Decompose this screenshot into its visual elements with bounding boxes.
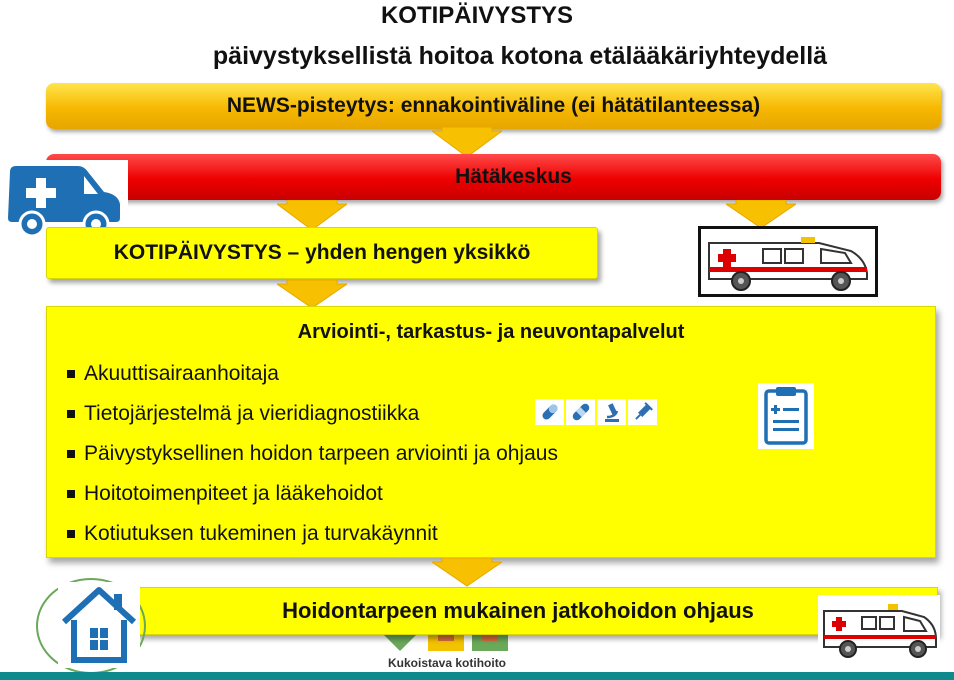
house-icon bbox=[58, 582, 140, 668]
ambulance-icon bbox=[818, 595, 940, 661]
bullet-square-icon bbox=[67, 450, 75, 458]
list-item: Kotiutuksen tukeminen ja turvakäynnit bbox=[67, 519, 558, 559]
capsule-icon bbox=[535, 399, 564, 425]
microscope-icon bbox=[597, 399, 626, 425]
footer-brand: Kukoistava kotihoito bbox=[388, 656, 507, 670]
bullet-square-icon bbox=[67, 370, 75, 378]
ambulance-icon bbox=[698, 226, 878, 297]
services-list bbox=[67, 359, 558, 559]
bandage-icon bbox=[566, 399, 595, 425]
footer-bar bbox=[0, 672, 954, 680]
services-title: Arviointi-, tarkastus- ja neuvontapalvelut bbox=[297, 321, 685, 343]
bullet-square-icon bbox=[67, 530, 75, 538]
hatakeskus-band: Hätäkeskus bbox=[46, 154, 941, 200]
arrow-down-icon bbox=[432, 558, 502, 588]
list-item: Akuuttisairaanhoitaja bbox=[67, 359, 558, 399]
clipboard-icon bbox=[758, 383, 814, 449]
jatkohoito-band: Hoidontarpeen mukainen jatkohoidon ohjaus bbox=[128, 587, 938, 635]
list-item: Tietojärjestelmä ja vieridiagnostiikka bbox=[67, 399, 558, 439]
title-line1: KOTIPÄIVYSTYS bbox=[380, 2, 574, 29]
bullet-square-icon bbox=[67, 490, 75, 498]
diagnostics-icons bbox=[535, 399, 657, 425]
syringe-icon bbox=[628, 399, 657, 425]
kotipaivystys-band: KOTIPÄIVYSTYS – yhden hengen yksikkö bbox=[46, 227, 598, 279]
bullet-square-icon bbox=[67, 410, 75, 418]
news-band: NEWS-pisteytys: ennakointiväline (ei hätätilanteessa) bbox=[46, 83, 941, 129]
title-line2: päivystyksellistä hoitoa kotona etälääkäriyhteydellä bbox=[212, 42, 828, 70]
list-item: Hoitotoimenpiteet ja lääkehoidot bbox=[67, 479, 558, 519]
list-item: Päivystyksellinen hoidon tarpeen arviointi ja ohjaus bbox=[67, 439, 558, 479]
